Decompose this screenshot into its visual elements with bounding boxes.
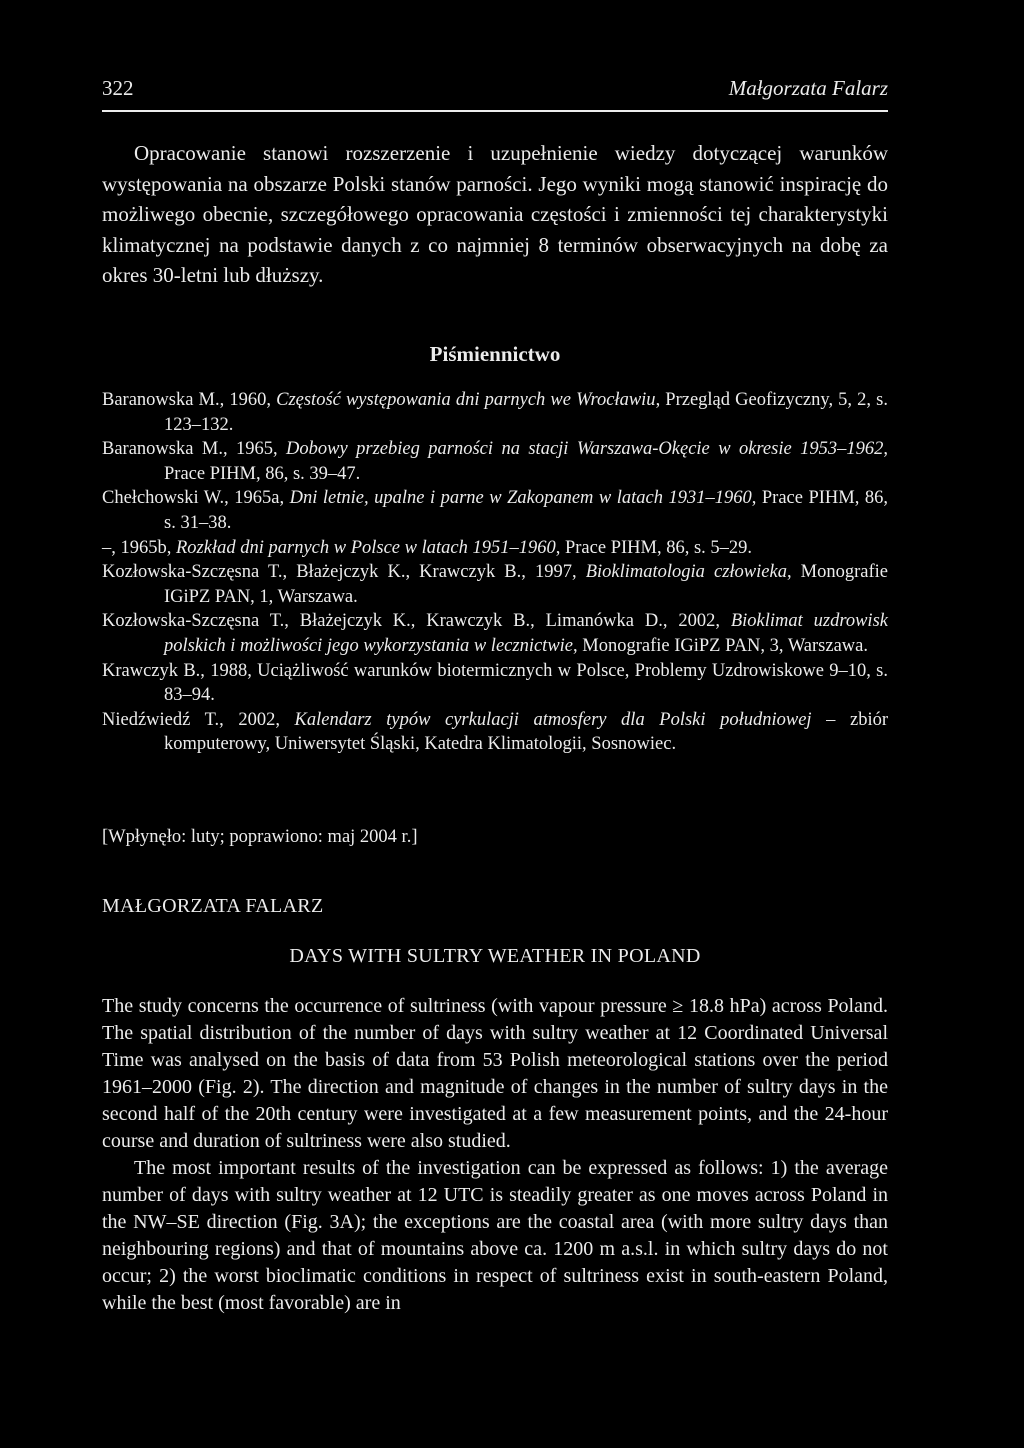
running-head: Małgorzata Falarz <box>728 76 888 100</box>
ref-source: , Przegląd Geofizyczny, 5, 2, s. 123–132. <box>164 390 888 435</box>
ref-authors: Baranowska M., 1960, <box>102 390 277 410</box>
ref-source: , Prace PIHM, 86, s. 5–29. <box>555 537 753 558</box>
received-note: [Wpłynęło: luty; poprawiono: maj 2004 r.] <box>102 827 418 847</box>
ref-source: , Monografie IGiPZ PAN, 3, Warszawa. <box>573 635 868 656</box>
ref-authors: Niedźwiedź T., 2002, <box>102 709 295 730</box>
reference-item <box>102 560 888 609</box>
reference-item <box>102 659 888 708</box>
ref-authors: Krawczyk B., 1988, Uciążliwość warunków biotermicznych w Polsce, Problemy Uzdrowiskowe 9–10, s. 83–94. <box>102 660 888 706</box>
ref-source: – zbiór komputerowy, Uniwersytet Śląski, Katedra Klimatologii, Sosnowiec. <box>164 709 888 755</box>
ref-authors: Kozłowska-Szczęsna T., Błażejczyk K., Krawczyk B., 1997, <box>102 562 586 583</box>
reference-item <box>102 609 888 658</box>
ref-title: Kalendarz typów cyrkulacji atmosfery dla Polski południowej <box>294 709 812 730</box>
ref-authors: –, 1965b, <box>102 537 176 558</box>
english-title: DAYS WITH SULTRY WEATHER IN POLAND <box>289 945 701 967</box>
ref-source: , Prace PIHM, 86, s. 31–38. <box>164 488 888 533</box>
reference-item <box>102 388 888 437</box>
reference-item <box>102 708 888 757</box>
reference-item <box>102 536 888 561</box>
ref-authors: Kozłowska-Szczęsna T., Błażejczyk K., Krawczyk B., Limanówka D., 2002, <box>102 611 731 632</box>
ref-authors: Baranowska M., 1965, <box>102 439 287 460</box>
ref-title: Bioklimat uzdrowisk polskich i możliwości jego wykorzystania w lecznictwie <box>164 611 888 656</box>
reference-item <box>102 437 888 486</box>
english-abstract <box>102 993 888 1317</box>
reference-item <box>102 486 888 535</box>
ref-source: , Monografie IGiPZ PAN, 1, Warszawa. <box>164 562 889 607</box>
ref-title: Dni letnie, upalne i parne w Zakopanem w latach 1931–1960 <box>289 488 752 509</box>
ref-title: Rozkład dni parnych w Polsce w latach 1951–1960 <box>176 537 556 558</box>
author-name: MAŁGORZATA FALARZ <box>102 895 324 917</box>
ref-source: , Prace PIHM, 86, s. 39–47. <box>164 439 888 484</box>
reference-list <box>102 388 888 757</box>
ref-title: Częstość występowania dni parnych we Wrocławiu <box>276 390 656 410</box>
abstract-paragraph: The most important results of the investigation can be expressed as follows: 1) the average number of days with sultry weather at 12 UTC is steadily greater as one moves across Poland in the NW–SE direction (Fig. 3A); the exceptions are the coastal area (with more sultry days than neighbouring regions) and that of mountains above ca. 1200 m a.s.l. in which sultry days do not occur; 2) the worst bioclimatic conditions in respect of sultriness exist in south-eastern Poland, while the best (most favorable) are in <box>102 1157 888 1314</box>
page-header <box>102 72 888 112</box>
intro-paragraph <box>102 138 888 291</box>
page-number: 322 <box>102 76 134 100</box>
bibliography-title: Piśmiennictwo <box>429 342 561 366</box>
ref-title: Bioklimatologia człowieka <box>585 562 787 583</box>
abstract-paragraph: The study concerns the occurrence of sultriness (with vapour pressure ≥ 18.8 hPa) across Poland. The spatial distribution of the number of days with sultry weather at 12 Coordinated Universal Time was analysed on the basis of data from 53 Polish meteorological stations over the period 1961–2000 (Fig. 2). The direction and magnitude of changes in the number of sultry days in the second half of the 20th century were investigated at a few measurement points, and the 24-hour course and duration of sultriness were also studied. <box>102 995 888 1152</box>
ref-authors: Chełchowski W., 1965a, <box>102 488 290 509</box>
ref-title: Dobowy przebieg parności na stacji Warszawa-Okęcie w okresie 1953–1962 <box>286 439 884 460</box>
intro-text: Opracowanie stanowi rozszerzenie i uzupełnienie wiedzy dotyczącej warunków występowania na obszarze Polski stanów parności. Jego wyniki mogą stanowić inspirację do możliwego obecnie, szczegółowego opracowania częstości i zmienności tej charakterystyki klimatycznej na podstawie danych z co najmniej 8 terminów obserwacyjnych na dobę za okres 30-letni lub dłuższy. <box>102 141 888 287</box>
